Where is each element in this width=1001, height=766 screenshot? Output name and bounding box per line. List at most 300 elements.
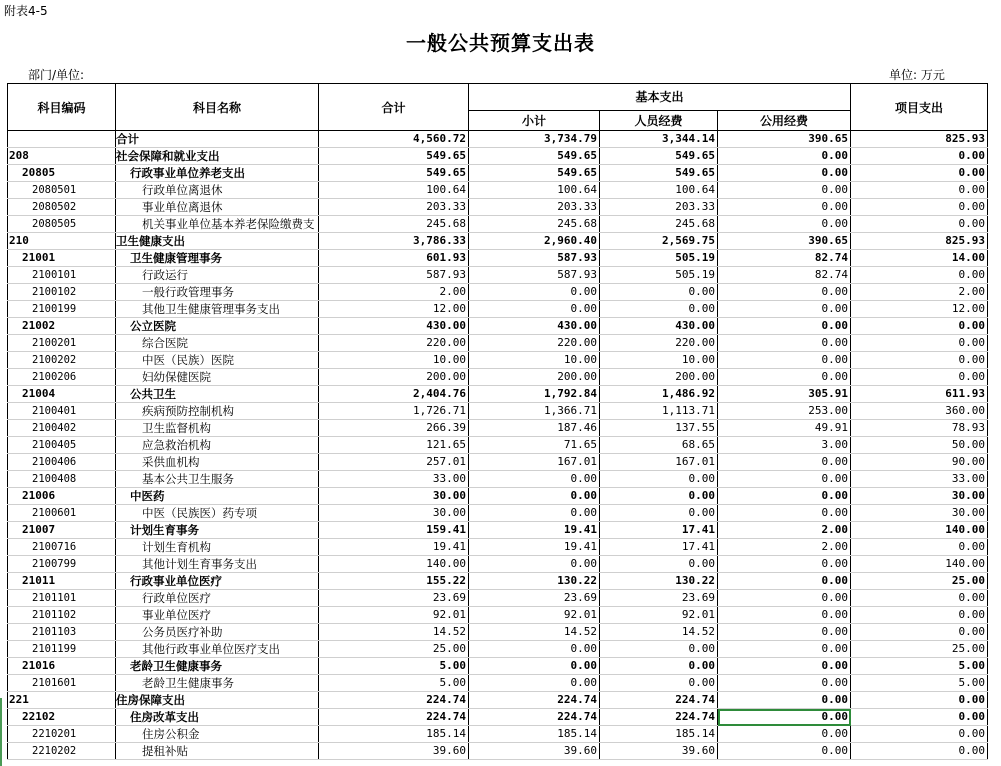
cell-personnel[interactable]: 100.64 [600,182,718,199]
cell-public[interactable]: 2.00 [718,522,851,539]
cell-name[interactable]: 计划生育机构 [116,539,319,556]
cell-total[interactable]: 2,404.76 [319,386,469,403]
cell-public[interactable]: 305.91 [718,386,851,403]
cell-subtotal[interactable]: 0.00 [469,301,600,318]
cell-project[interactable]: 0.00 [851,165,988,182]
row-selection-indicator [0,698,2,766]
cell-code[interactable]: 2100201 [8,335,116,352]
cell-personnel[interactable]: 0.00 [600,556,718,573]
cell-total[interactable]: 3,786.33 [319,233,469,250]
cell-public[interactable]: 82.74 [718,250,851,267]
cell-code[interactable]: 2100199 [8,301,116,318]
cell-code[interactable] [8,131,116,148]
cell-project[interactable]: 0.00 [851,318,988,335]
cell-project[interactable]: 2.00 [851,284,988,301]
cell-subtotal[interactable]: 203.33 [469,199,600,216]
cell-public[interactable]: 0.00 [718,318,851,335]
table-row [8,709,988,726]
cell-name[interactable]: 事业单位医疗 [116,607,319,624]
cell-code[interactable]: 208 [8,148,116,165]
table-row [8,301,988,318]
cell-project[interactable]: 90.00 [851,454,988,471]
cell-personnel[interactable]: 0.00 [600,505,718,522]
cell-total[interactable]: 5.00 [319,658,469,675]
cell-name[interactable]: 其他行政事业单位医疗支出 [116,641,319,658]
cell-subtotal[interactable]: 39.60 [469,743,600,760]
cell-project[interactable]: 33.00 [851,471,988,488]
table-row [8,403,988,420]
cell-project[interactable]: 0.00 [851,590,988,607]
cell-code[interactable]: 2100102 [8,284,116,301]
cell-subtotal[interactable]: 200.00 [469,369,600,386]
table-row [8,267,988,284]
cell-total[interactable]: 92.01 [319,607,469,624]
cell-public[interactable]: 0.00 [718,471,851,488]
cell-total[interactable]: 549.65 [319,148,469,165]
cell-public[interactable]: 0.00 [718,148,851,165]
cell-code[interactable]: 21004 [8,386,116,403]
cell-code[interactable]: 21006 [8,488,116,505]
cell-name[interactable]: 应急救治机构 [116,437,319,454]
cell-name[interactable]: 其他计划生育事务支出 [116,556,319,573]
cell-personnel[interactable]: 0.00 [600,488,718,505]
cell-code[interactable]: 21011 [8,573,116,590]
table-row [8,675,988,692]
cell-name[interactable]: 中医（民族医）药专项 [116,505,319,522]
cell-subtotal[interactable]: 245.68 [469,216,600,233]
cell-code[interactable]: 20805 [8,165,116,182]
cell-personnel[interactable]: 0.00 [600,675,718,692]
header-project: 项目支出 [851,84,988,131]
cell-personnel[interactable]: 224.74 [600,692,718,709]
cell-code[interactable]: 2101103 [8,624,116,641]
cell-personnel[interactable]: 10.00 [600,352,718,369]
cell-personnel[interactable]: 0.00 [600,301,718,318]
cell-code[interactable]: 2100716 [8,539,116,556]
cell-total[interactable]: 220.00 [319,335,469,352]
cell-code[interactable]: 2100799 [8,556,116,573]
cell-total[interactable]: 25.00 [319,641,469,658]
cell-name[interactable]: 卫生监督机构 [116,420,319,437]
table-row [8,539,988,556]
cell-personnel[interactable]: 0.00 [600,284,718,301]
cell-total[interactable]: 430.00 [319,318,469,335]
cell-project[interactable]: 25.00 [851,573,988,590]
cell-project[interactable]: 5.00 [851,675,988,692]
table-row [8,335,988,352]
cell-project[interactable]: 140.00 [851,522,988,539]
cell-name[interactable]: 事业单位离退休 [116,199,319,216]
cell-project[interactable]: 14.00 [851,250,988,267]
cell-name[interactable]: 疾病预防控制机构 [116,403,319,420]
cell-project[interactable]: 0.00 [851,352,988,369]
table-row [8,522,988,539]
cell-subtotal[interactable]: 224.74 [469,692,600,709]
cell-subtotal[interactable]: 587.93 [469,250,600,267]
cell-personnel[interactable]: 0.00 [600,641,718,658]
cell-project[interactable]: 0.00 [851,709,988,726]
cell-subtotal[interactable]: 14.52 [469,624,600,641]
header-code: 科目编码 [8,84,116,131]
cell-public[interactable]: 0.00 [718,165,851,182]
cell-name[interactable]: 社会保障和就业支出 [116,148,319,165]
cell-total[interactable]: 200.00 [319,369,469,386]
table-row [8,369,988,386]
table-row [8,590,988,607]
cell-public[interactable]: 0.00 [718,505,851,522]
header-subtotal: 小计 [469,110,600,130]
cell-public[interactable]: 49.91 [718,420,851,437]
cell-subtotal[interactable]: 1,792.84 [469,386,600,403]
cell-public[interactable]: 0.00 [718,675,851,692]
cell-subtotal[interactable]: 224.74 [469,709,600,726]
table-row [8,641,988,658]
cell-public[interactable]: 0.00 [718,641,851,658]
cell-subtotal[interactable]: 0.00 [469,675,600,692]
cell-code[interactable]: 21007 [8,522,116,539]
cell-subtotal[interactable]: 92.01 [469,607,600,624]
cell-public[interactable]: 0.00 [718,573,851,590]
cell-subtotal[interactable]: 185.14 [469,726,600,743]
cell-total[interactable]: 33.00 [319,471,469,488]
cell-personnel[interactable]: 0.00 [600,471,718,488]
cell-total[interactable]: 4,560.72 [319,131,469,148]
cell-code[interactable]: 2080502 [8,199,116,216]
cell-subtotal[interactable]: 3,734.79 [469,131,600,148]
cell-public[interactable]: 0.00 [718,199,851,216]
cell-personnel[interactable]: 137.55 [600,420,718,437]
cell-public[interactable]: 0.00 [718,301,851,318]
header-public: 公用经费 [718,110,851,130]
cell-personnel[interactable]: 203.33 [600,199,718,216]
cell-project[interactable]: 0.00 [851,624,988,641]
header-name: 科目名称 [116,84,319,131]
table-row [8,216,988,233]
table-row [8,352,988,369]
cell-subtotal[interactable]: 0.00 [469,658,600,675]
cell-name[interactable]: 基本公共卫生服务 [116,471,319,488]
cell-public[interactable]: 0.00 [718,607,851,624]
header-total: 合计 [319,84,469,131]
cell-personnel[interactable]: 549.65 [600,165,718,182]
cell-public[interactable]: 0.00 [718,182,851,199]
cell-name[interactable]: 提租补贴 [116,743,319,760]
cell-subtotal[interactable]: 0.00 [469,556,600,573]
cell-personnel[interactable]: 0.00 [600,658,718,675]
cell-code[interactable]: 2100402 [8,420,116,437]
cell-project[interactable]: 360.00 [851,403,988,420]
budget-table [7,83,988,760]
cell-project[interactable]: 0.00 [851,148,988,165]
table-row [8,386,988,403]
cell-project[interactable]: 0.00 [851,199,988,216]
cell-code[interactable]: 2100406 [8,454,116,471]
table-body [8,131,988,760]
cell-subtotal[interactable]: 167.01 [469,454,600,471]
cell-project[interactable]: 0.00 [851,726,988,743]
cell-personnel[interactable]: 185.14 [600,726,718,743]
cell-subtotal[interactable]: 0.00 [469,505,600,522]
cell-subtotal[interactable]: 19.41 [469,522,600,539]
cell-code[interactable]: 210 [8,233,116,250]
cell-total[interactable]: 203.33 [319,199,469,216]
cell-project[interactable]: 825.93 [851,233,988,250]
cell-total[interactable]: 23.69 [319,590,469,607]
cell-subtotal[interactable]: 220.00 [469,335,600,352]
cell-subtotal[interactable]: 19.41 [469,539,600,556]
file-number: 附表4-5 [4,4,48,18]
cell-name[interactable]: 老龄卫生健康事务 [116,675,319,692]
cell-name[interactable]: 公共卫生 [116,386,319,403]
cell-project[interactable]: 0.00 [851,182,988,199]
cell-subtotal[interactable]: 130.22 [469,573,600,590]
cell-name[interactable]: 住房改革支出 [116,709,319,726]
cell-personnel[interactable]: 3,344.14 [600,131,718,148]
table-row [8,692,988,709]
cell-subtotal[interactable]: 549.65 [469,165,600,182]
cell-name[interactable]: 中医（民族）医院 [116,352,319,369]
cell-public[interactable]: 0.00 [718,658,851,675]
cell-public[interactable]: 0.00 [718,488,851,505]
cell-public[interactable]: 2.00 [718,539,851,556]
cell-project[interactable]: 12.00 [851,301,988,318]
cell-personnel[interactable]: 68.65 [600,437,718,454]
cell-public[interactable]: 0.00 [718,216,851,233]
cell-personnel[interactable]: 200.00 [600,369,718,386]
cell-total[interactable]: 224.74 [319,692,469,709]
cell-name[interactable]: 一般行政管理事务 [116,284,319,301]
cell-total[interactable]: 12.00 [319,301,469,318]
cell-code[interactable]: 2100101 [8,267,116,284]
cell-name[interactable]: 采供血机构 [116,454,319,471]
unit-label: 单位: 万元 [889,68,945,82]
cell-personnel[interactable]: 430.00 [600,318,718,335]
cell-subtotal[interactable]: 1,366.71 [469,403,600,420]
cell-public[interactable]: 0.00 [718,335,851,352]
cell-project[interactable]: 5.00 [851,658,988,675]
cell-total[interactable]: 100.64 [319,182,469,199]
cell-total[interactable]: 30.00 [319,505,469,522]
cell-project[interactable]: 0.00 [851,692,988,709]
cell-name[interactable]: 公立医院 [116,318,319,335]
table-row [8,318,988,335]
cell-code[interactable]: 2100405 [8,437,116,454]
cell-personnel[interactable]: 167.01 [600,454,718,471]
cell-personnel[interactable]: 505.19 [600,250,718,267]
cell-total[interactable]: 185.14 [319,726,469,743]
table-row [8,556,988,573]
cell-subtotal[interactable]: 0.00 [469,471,600,488]
cell-public[interactable]: 0.00 [718,454,851,471]
cell-code[interactable]: 2080505 [8,216,116,233]
cell-project[interactable]: 0.00 [851,743,988,760]
cell-public[interactable]: 390.65 [718,131,851,148]
cell-public[interactable]: 0.00 [718,692,851,709]
cell-personnel[interactable]: 17.41 [600,539,718,556]
table-row [8,437,988,454]
cell-personnel[interactable]: 39.60 [600,743,718,760]
cell-project[interactable]: 0.00 [851,216,988,233]
table-row [8,148,988,165]
cell-project[interactable]: 0.00 [851,335,988,352]
department-label: 部门/单位: [28,68,85,82]
cell-name[interactable]: 其他卫生健康管理事务支出 [116,301,319,318]
cell-code[interactable]: 2210201 [8,726,116,743]
cell-public[interactable]: 0.00 [718,726,851,743]
cell-name[interactable]: 老龄卫生健康事务 [116,658,319,675]
cell-code[interactable]: 2101102 [8,607,116,624]
cell-public[interactable]: 253.00 [718,403,851,420]
cell-subtotal[interactable]: 587.93 [469,267,600,284]
cell-code[interactable]: 2100601 [8,505,116,522]
cell-code[interactable]: 2100408 [8,471,116,488]
cell-name[interactable]: 卫生健康管理事务 [116,250,319,267]
cell-code[interactable]: 22102 [8,709,116,726]
page-title: 一般公共预算支出表 [406,31,595,55]
cell-name[interactable]: 行政事业单位医疗 [116,573,319,590]
cell-code[interactable]: 2101199 [8,641,116,658]
cell-subtotal[interactable]: 0.00 [469,641,600,658]
cell-subtotal[interactable]: 2,960.40 [469,233,600,250]
cell-name[interactable]: 住房保障支出 [116,692,319,709]
cell-total[interactable]: 19.41 [319,539,469,556]
cell-code[interactable]: 21001 [8,250,116,267]
cell-name[interactable]: 行政单位医疗 [116,590,319,607]
table-row [8,182,988,199]
cell-personnel[interactable]: 245.68 [600,216,718,233]
cell-code[interactable]: 2080501 [8,182,116,199]
cell-total[interactable]: 2.00 [319,284,469,301]
cell-total[interactable]: 159.41 [319,522,469,539]
cell-public[interactable]: 0.00 [718,709,851,726]
cell-project[interactable]: 140.00 [851,556,988,573]
cell-name[interactable]: 卫生健康支出 [116,233,319,250]
cell-total[interactable]: 10.00 [319,352,469,369]
cell-personnel[interactable]: 14.52 [600,624,718,641]
cell-subtotal[interactable]: 0.00 [469,284,600,301]
cell-project[interactable]: 78.93 [851,420,988,437]
cell-public[interactable]: 0.00 [718,624,851,641]
cell-total[interactable]: 1,726.71 [319,403,469,420]
cell-name[interactable]: 计划生育事务 [116,522,319,539]
cell-total[interactable]: 549.65 [319,165,469,182]
cell-subtotal[interactable]: 187.46 [469,420,600,437]
cell-total[interactable]: 224.74 [319,709,469,726]
cell-project[interactable]: 0.00 [851,267,988,284]
cell-total[interactable]: 5.00 [319,675,469,692]
cell-project[interactable]: 0.00 [851,607,988,624]
cell-total[interactable]: 257.01 [319,454,469,471]
cell-subtotal[interactable]: 100.64 [469,182,600,199]
cell-personnel[interactable]: 1,113.71 [600,403,718,420]
cell-project[interactable]: 0.00 [851,539,988,556]
cell-public[interactable]: 390.65 [718,233,851,250]
cell-total[interactable]: 140.00 [319,556,469,573]
cell-name[interactable]: 合计 [116,131,319,148]
cell-personnel[interactable]: 23.69 [600,590,718,607]
cell-code[interactable]: 2100206 [8,369,116,386]
cell-total[interactable]: 121.65 [319,437,469,454]
cell-code[interactable]: 2101601 [8,675,116,692]
cell-personnel[interactable]: 2,569.75 [600,233,718,250]
cell-name[interactable]: 妇幼保健医院 [116,369,319,386]
cell-project[interactable]: 825.93 [851,131,988,148]
cell-project[interactable]: 30.00 [851,488,988,505]
cell-total[interactable]: 601.93 [319,250,469,267]
cell-subtotal[interactable]: 10.00 [469,352,600,369]
cell-public[interactable]: 82.74 [718,267,851,284]
cell-personnel[interactable]: 549.65 [600,148,718,165]
cell-name[interactable]: 机关事业单位基本养老保险缴费支 [116,216,319,233]
cell-code[interactable]: 2210202 [8,743,116,760]
cell-personnel[interactable]: 130.22 [600,573,718,590]
cell-subtotal[interactable]: 549.65 [469,148,600,165]
cell-name[interactable]: 行政运行 [116,267,319,284]
cell-name[interactable]: 中医药 [116,488,319,505]
cell-name[interactable]: 住房公积金 [116,726,319,743]
table-row [8,165,988,182]
cell-total[interactable]: 39.60 [319,743,469,760]
cell-total[interactable]: 155.22 [319,573,469,590]
cell-public[interactable]: 3.00 [718,437,851,454]
cell-subtotal[interactable]: 0.00 [469,488,600,505]
table-row [8,726,988,743]
cell-personnel[interactable]: 224.74 [600,709,718,726]
cell-project[interactable]: 50.00 [851,437,988,454]
cell-subtotal[interactable]: 23.69 [469,590,600,607]
cell-code[interactable]: 2100202 [8,352,116,369]
cell-name[interactable]: 公务员医疗补助 [116,624,319,641]
cell-total[interactable]: 245.68 [319,216,469,233]
table-row [8,420,988,437]
cell-public[interactable]: 0.00 [718,352,851,369]
cell-subtotal[interactable]: 71.65 [469,437,600,454]
table-row [8,488,988,505]
cell-personnel[interactable]: 1,486.92 [600,386,718,403]
cell-code[interactable]: 21016 [8,658,116,675]
cell-code[interactable]: 2100401 [8,403,116,420]
cell-total[interactable]: 587.93 [319,267,469,284]
cell-code[interactable]: 2101101 [8,590,116,607]
cell-name[interactable]: 行政单位离退休 [116,182,319,199]
cell-public[interactable]: 0.00 [718,556,851,573]
cell-project[interactable]: 611.93 [851,386,988,403]
table-row [8,624,988,641]
cell-personnel[interactable]: 17.41 [600,522,718,539]
header-personnel: 人员经费 [600,110,718,130]
cell-public[interactable]: 0.00 [718,284,851,301]
table-row [8,658,988,675]
cell-name[interactable]: 行政事业单位养老支出 [116,165,319,182]
cell-personnel[interactable]: 220.00 [600,335,718,352]
cell-project[interactable]: 30.00 [851,505,988,522]
table-row [8,471,988,488]
cell-public[interactable]: 0.00 [718,369,851,386]
cell-subtotal[interactable]: 430.00 [469,318,600,335]
cell-total[interactable]: 14.52 [319,624,469,641]
cell-total[interactable]: 266.39 [319,420,469,437]
cell-personnel[interactable]: 505.19 [600,267,718,284]
cell-public[interactable]: 0.00 [718,590,851,607]
cell-public[interactable]: 0.00 [718,743,851,760]
cell-project[interactable]: 25.00 [851,641,988,658]
cell-personnel[interactable]: 92.01 [600,607,718,624]
cell-name[interactable]: 综合医院 [116,335,319,352]
cell-total[interactable]: 30.00 [319,488,469,505]
cell-code[interactable]: 221 [8,692,116,709]
cell-project[interactable]: 0.00 [851,369,988,386]
cell-code[interactable]: 21002 [8,318,116,335]
